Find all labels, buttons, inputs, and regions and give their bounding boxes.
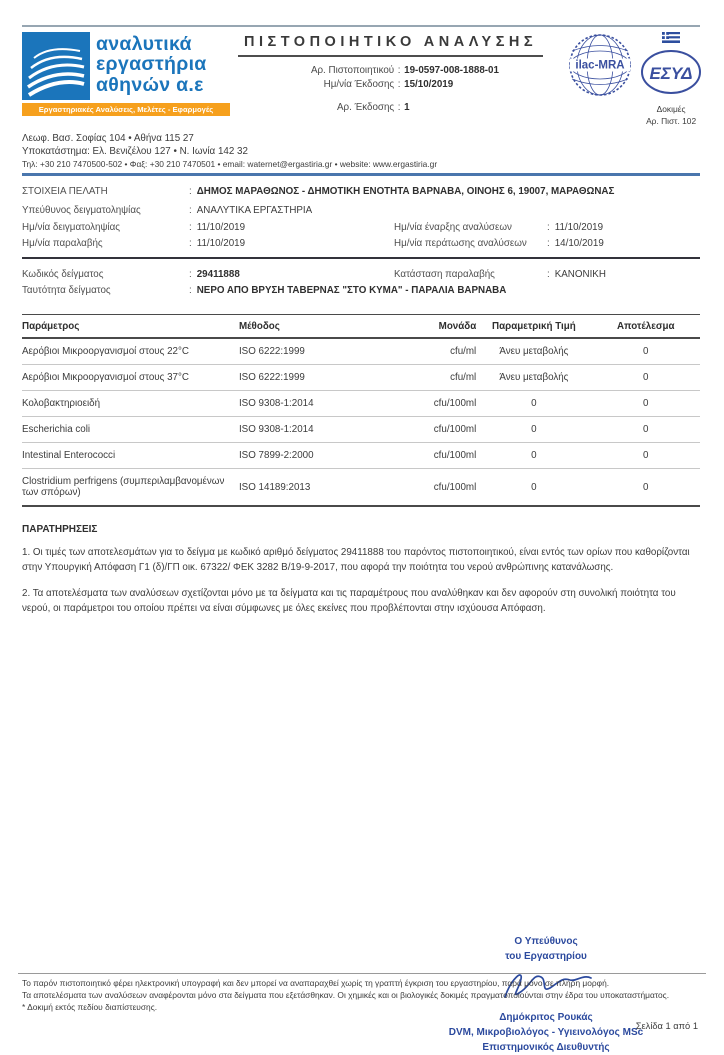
- sample-identity-value: ΝΕΡΟ ΑΠΟ ΒΡΥΣΗ ΤΑΒΕΡΝΑΣ "ΣΤΟ ΚΥΜΑ" - ΠΑΡΑΛΙΑ ΒΑΡΝΑΒΑ: [196, 285, 507, 297]
- table-cell: 0: [476, 391, 591, 417]
- lab-address: [22, 132, 700, 171]
- edition-value: 1: [404, 102, 410, 113]
- table-row: [22, 469, 700, 507]
- column-header-result: Αποτέλεσμα: [592, 315, 701, 339]
- accreditation-caption: [646, 104, 696, 128]
- table-cell: ISO 14189:2013: [239, 469, 402, 507]
- lab-tagline-banner: Εργαστηριακές Αναλύσεις, Μελέτες - Εφαρμογές: [22, 103, 230, 116]
- lab-name-line: αναλυτικά: [96, 33, 192, 55]
- column-header-unit: Μονάδα: [402, 315, 477, 339]
- lab-brand: [22, 32, 230, 116]
- table-row: [22, 391, 700, 417]
- analysis-end-label: Ημ/νία περάτωσης αναλύσεων: [394, 237, 527, 249]
- sample-code-label: Κωδικός δείγματος: [22, 269, 104, 281]
- table-cell: ISO 9308-1:2014: [239, 417, 402, 443]
- sampling-date-value: 11/10/2019: [196, 221, 246, 233]
- receipt-date-label: Ημ/νία παραλαβής: [22, 237, 103, 249]
- ilac-mra-logo-icon: [567, 32, 633, 103]
- lab-name-line: εργαστήρια: [96, 53, 207, 76]
- receipt-state-value: ΚΑΝΟΝΙΚΗ: [554, 269, 606, 281]
- table-cell: Άνευ μεταβολής: [476, 338, 591, 365]
- remarks-title: ΠΑΡΑΤΗΡΗΣΕΙΣ: [22, 524, 98, 536]
- footer-line: Τα αποτελέσματα των αναλύσεων αναφέρονται μόνο στα δείγματα που εξετάσθηκαν. Οι χημικές και οι βιολογικές δοκιμές πραγματοποιούνται στην έδρα του υποκαταστήματος.: [22, 990, 670, 1001]
- table-header-row: [22, 315, 700, 339]
- table-cell: Άνευ μεταβολής: [476, 365, 591, 391]
- table-cell: 0: [476, 469, 591, 507]
- table-cell: cfu/100ml: [402, 417, 477, 443]
- signatory-name: Δημόκριτος Ρουκάς: [499, 1012, 593, 1024]
- table-cell: cfu/ml: [402, 338, 477, 365]
- table-row: [22, 365, 700, 391]
- address-line-1: Λεωφ. Βασ. Σοφίας 104 • Αθήνα 115 27: [22, 132, 194, 144]
- edition-label: Αρ. Έκδοσης: [337, 102, 395, 113]
- issue-date-value: 15/10/2019: [404, 79, 454, 90]
- top-divider: [22, 25, 700, 27]
- table-cell: ISO 6222:1999: [239, 365, 402, 391]
- header: [22, 32, 700, 128]
- table-cell: cfu/100ml: [402, 469, 477, 507]
- table-cell: Αερόβιοι Μικροοργανισμοί στους 22°C: [22, 338, 239, 365]
- table-cell: ISO 6222:1999: [239, 338, 402, 365]
- table-cell: ISO 7899-2:2000: [239, 443, 402, 469]
- table-cell: Κολοβακτηριοειδή: [22, 391, 239, 417]
- column-header-parametric-value: Παραμετρική Τιμή: [476, 315, 591, 339]
- remarks-section: [22, 524, 700, 616]
- column-header-method: Μέθοδος: [239, 315, 402, 339]
- analysis-start-label: Ημ/νία έναρξης αναλύσεων: [394, 221, 512, 233]
- table-cell: 0: [592, 469, 701, 507]
- footer-line: * Δοκιμή εκτός πεδίου διαπίστευσης.: [22, 1002, 158, 1013]
- table-cell: 0: [592, 443, 701, 469]
- results-table: [22, 314, 700, 507]
- table-row: [22, 443, 700, 469]
- client-info-section: ΣΤΟΙΧΕΙΑ ΠΕΛΑΤΗ : ΔΗΜΟΣ ΜΑΡΑΘΩΝΟΣ - ΔΗΜΟΤΙΚΗ ΕΝΟΤΗΤΑ ΒΑΡΝΑΒΑ, ΟΙΝΟΗΣ 6, 19007, ΜΑΡΑΘΩΝΑΣ Υπεύθυνος δειγματοληψίας : ΑΝΑΛΥΤΙΚΑ ΕΡΓΑΣΤΗΡΙΑ Ημ/νία δειγματοληψίας : 11/10/2019 Ημ/νία έναρξης αναλύσεων : 11/10/2019 Ημ/νία παραλαβής : 11/10/2019 Ημ/νία περάτωσης αναλύσεων : 14/10/2019: [22, 186, 615, 249]
- esyd-label: ΕΣΥΔ: [649, 64, 693, 83]
- signatory-title-line: του Εργαστηρίου: [505, 951, 587, 963]
- lab-name-line: αθηνών α.ε: [96, 73, 204, 96]
- table-cell: cfu/100ml: [402, 391, 477, 417]
- client-value: ΔΗΜΟΣ ΜΑΡΑΘΩΝΟΣ - ΔΗΜΟΤΙΚΗ ΕΝΟΤΗΤΑ ΒΑΡΝΑΒΑ, ΟΙΝΟΗΣ 6, 19007, ΜΑΡΑΘΩΝΑΣ: [196, 186, 615, 198]
- footer-line: Το παρόν πιστοποιητικό φέρει ηλεκτρονική υπογραφή και δεν μπορεί να αναπαραχθεί χωρίς τη γραπτή έγκριση του εργαστηρίου, παρά μόνο σε πλήρη μορφή.: [22, 978, 610, 989]
- sample-code-value: 29411888: [196, 269, 240, 281]
- table-cell: Αερόβιοι Μικροοργανισμοί στους 37°C: [22, 365, 239, 391]
- accreditation-number: Αρ. Πιστ. 102: [646, 115, 697, 126]
- footer: [18, 973, 706, 1031]
- address-contact-line: Τηλ: +30 210 7470500-502 • Φαξ: +30 210 7470501 • email: waternet@ergastiria.gr • website: www.ergastiria.gr: [22, 158, 438, 169]
- signatory-role: Επιστημονικός Διευθυντής: [482, 1042, 610, 1054]
- table-cell: 0: [592, 391, 701, 417]
- section-divider: [22, 257, 700, 259]
- signatory-credentials: DVM, Μικροβιολόγος - Υγιεινολόγος MSc: [448, 1027, 644, 1039]
- header-divider: [22, 173, 700, 176]
- accreditation-scope: Δοκιμές: [656, 104, 686, 114]
- page-title: ΠΙΣΤΟΠΟΙΗΤΙΚΟ ΑΝΑΛΥΣΗΣ: [238, 32, 543, 57]
- accreditation-logos: [551, 32, 703, 128]
- greek-flag-icon: [662, 32, 680, 43]
- sample-identity-label: Ταυτότητα δείγματος: [22, 285, 111, 297]
- table-cell: ISO 9308-1:2014: [239, 391, 402, 417]
- certificate-header: [230, 32, 551, 113]
- table-cell: 0: [476, 417, 591, 443]
- certificate-page: [0, 25, 724, 1055]
- sampling-responsible-value: ΑΝΑΛΥΤΙΚΑ ΕΡΓΑΣΤΗΡΙΑ: [196, 205, 313, 217]
- sample-info-section: Κωδικός δείγματος : 29411888 Κατάσταση παραλαβής : ΚΑΝΟΝΙΚΗ Ταυτότητα δείγματος : ΝΕΡΟ ΑΠΟ ΒΡΥΣΗ ΤΑΒΕΡΝΑΣ "ΣΤΟ ΚΥΜΑ" - ΠΑΡΑΛΙΑ ΒΑΡΝΑΒΑ: [22, 269, 606, 297]
- table-cell: 0: [592, 338, 701, 365]
- signatory-title-line: Ο Υπεύθυνος: [514, 936, 578, 948]
- ilac-mra-label: ilac-MRA: [575, 59, 625, 72]
- remark-item: 2. Τα αποτελέσματα των αναλύσεων σχετίζονται μόνο με τα δείγματα και τις παραμέτρους που αναλύθηκαν και δεν αφορούν στη συνολική ποιότητα του νερού, οι παράμετροι του οποίου πρέπει να είναι σύμφωνες με όλες εκείνες που προβλέπονται στην ισχύουσα Απόφαση.: [22, 587, 676, 614]
- sampling-responsible-label: Υπεύθυνος δειγματοληψίας: [22, 205, 141, 217]
- results-table-body: [22, 338, 700, 506]
- analysis-start-value: 11/10/2019: [554, 221, 604, 233]
- table-row: [22, 338, 700, 365]
- table-cell: Clostridium perfrigens (συμπεριλαμβανομένων των σπόρων): [22, 469, 239, 507]
- analysis-end-value: 14/10/2019: [554, 237, 604, 249]
- issue-date-label: Ημ/νία Έκδοσης: [323, 79, 395, 90]
- table-cell: Escherichia coli: [22, 417, 239, 443]
- table-cell: 0: [592, 365, 701, 391]
- waves-logo-icon: [22, 32, 90, 100]
- esyd-logo-icon: [639, 32, 703, 103]
- page-number: Σελίδα 1 από 1: [635, 1021, 698, 1031]
- client-label: ΣΤΟΙΧΕΙΑ ΠΕΛΑΤΗ: [22, 186, 108, 198]
- table-cell: cfu/100ml: [402, 443, 477, 469]
- address-line-2: Υποκατάστημα: Ελ. Βενιζέλου 127 • Ν. Ιωνία 142 32: [22, 146, 248, 158]
- remark-item: 1. Οι τιμές των αποτελεσμάτων για το δείγμα με κωδικό αριθμό δείγματος 29411888 του παρόντος πιστοποιητικού, είναι εντός των ορίων που καθορίζονται στην Υπουργική Απόφαση Γ1 (δ)/ΓΠ οικ. 67322/ ΦΕΚ 3282 Β/19-9-2017, που αφορά την ποιότητα του νερού ανθρώπινης κατανάλωσης.: [22, 547, 690, 574]
- certificate-number-label: Αρ. Πιστοποιητικού: [310, 65, 395, 76]
- table-cell: Intestinal Enterococci: [22, 443, 239, 469]
- table-cell: 0: [592, 417, 701, 443]
- table-row: [22, 417, 700, 443]
- table-cell: 0: [476, 443, 591, 469]
- certificate-fields: Αρ. Πιστοποιητικού : 19-0597-008-1888-01 Ημ/νία Έκδοσης : 15/10/2019 Αρ. Έκδοσης : 1: [282, 65, 499, 113]
- table-cell: cfu/ml: [402, 365, 477, 391]
- receipt-date-value: 11/10/2019: [196, 237, 246, 249]
- sampling-date-label: Ημ/νία δειγματοληψίας: [22, 221, 120, 233]
- lab-name: [96, 32, 207, 100]
- receipt-state-label: Κατάσταση παραλαβής: [394, 269, 495, 281]
- certificate-number-value: 19-0597-008-1888-01: [404, 65, 499, 76]
- column-header-parameter: Παράμετρος: [22, 315, 239, 339]
